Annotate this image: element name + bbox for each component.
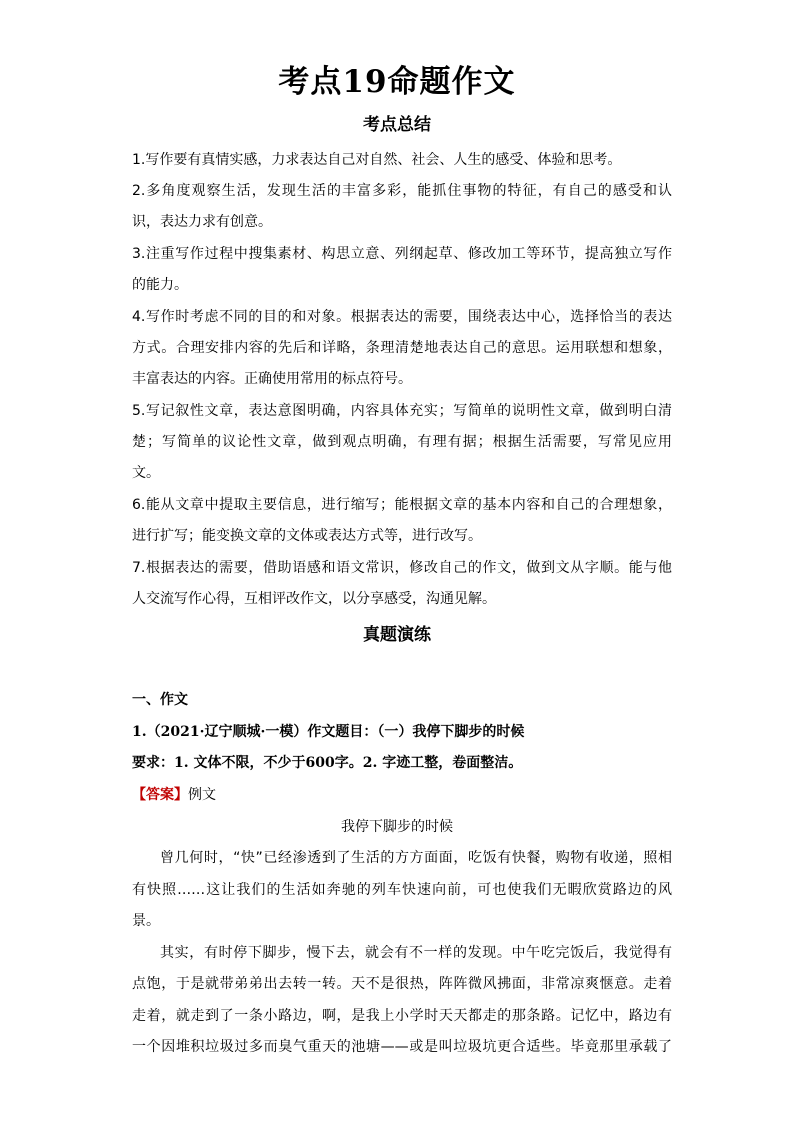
requirements-text: 要求：1. 文体不限，不少于600字。2. 字迹工整，卷面整洁。	[132, 755, 523, 771]
essay-line: 其实，有时停下脚步，慢下去，就会有不一样的发现。中午吃完饭后，我觉得有	[160, 945, 672, 961]
essay-line: 有快照……这让我们的生活如奔驰的列车快速向前，可也使我们无暇欣赏路边的风	[132, 882, 672, 898]
summary-line: 文。	[132, 465, 160, 481]
part-heading: 一、作文	[132, 692, 188, 708]
summary-line: 进行扩写；能变换文章的文体或表达方式等，进行改写。	[132, 528, 482, 544]
summary-line: 人交流写作心得，互相评改作文，以分享感受，沟通见解。	[132, 591, 496, 607]
question-text: 1.（2021·辽宁顺城·一模）作文题目：（一）我停下脚步的时候	[132, 724, 525, 740]
essay-line: 曾几何时，“快”已经渗透到了生活的方方面面，吃饭有快餐，购物有收递，照相	[160, 850, 672, 866]
answer-text: 例文	[188, 787, 216, 803]
summary-line: 3.注重写作过程中搜集素材、构思立意、列纲起草、修改加工等环节，提高独立写作	[132, 246, 672, 262]
section-heading-summary: 考点总结	[363, 115, 431, 135]
answer-line	[132, 785, 672, 805]
summary-line: 5.写记叙性文章，表达意图明确，内容具体充实；写简单的说明性文章，做到明白清	[132, 403, 672, 419]
essay-line: 景。	[132, 913, 160, 929]
answer-tag: 【答案】	[132, 787, 188, 803]
summary-line: 楚；写简单的议论性文章，做到观点明确，有理有据；根据生活需要，写常见应用	[132, 434, 672, 450]
page-title: 考点19命题作文	[278, 64, 516, 100]
summary-line: 6.能从文章中提取主要信息，进行缩写；能根据文章的基本内容和自己的合理想象，	[132, 497, 672, 513]
summary-line: 7.根据表达的需要，借助语感和语文常识，修改自己的作文，做到文从字顺。能与他	[132, 560, 672, 576]
summary-line: 识，表达力求有创意。	[132, 214, 272, 230]
summary-line: 的能力。	[132, 277, 188, 293]
summary-line: 丰富表达的内容。正确使用常用的标点符号。	[132, 371, 412, 387]
section-heading-practice: 真题演练	[363, 625, 431, 645]
summary-line: 4.写作时考虑不同的目的和对象。根据表达的需要，围绕表达中心，选择恰当的表达	[132, 309, 672, 325]
summary-line: 2.多角度观察生活，发现生活的丰富多彩，能抓住事物的特征，有自己的感受和认	[132, 183, 672, 199]
essay-line: 点饱，于是就带弟弟出去转一转。天不是很热，阵阵微风拂面，非常凉爽惬意。走着	[132, 976, 672, 992]
summary-line: 1.写作要有真情实感，力求表达自己对自然、社会、人生的感受、体验和思考。	[132, 152, 622, 168]
essay-title: 我停下脚步的时候	[341, 819, 453, 835]
essay-line: 一个因堆积垃圾过多而臭气重天的池塘——或是叫垃圾坑更合适些。毕竟那里承载了	[132, 1039, 672, 1055]
summary-line: 方式。合理安排内容的先后和详略，条理清楚地表达自己的意思。运用联想和想象，	[132, 340, 672, 356]
essay-line: 走着，就走到了一条小路边，啊，是我上小学时天天都走的那条路。记忆中，路边有	[132, 1008, 672, 1024]
